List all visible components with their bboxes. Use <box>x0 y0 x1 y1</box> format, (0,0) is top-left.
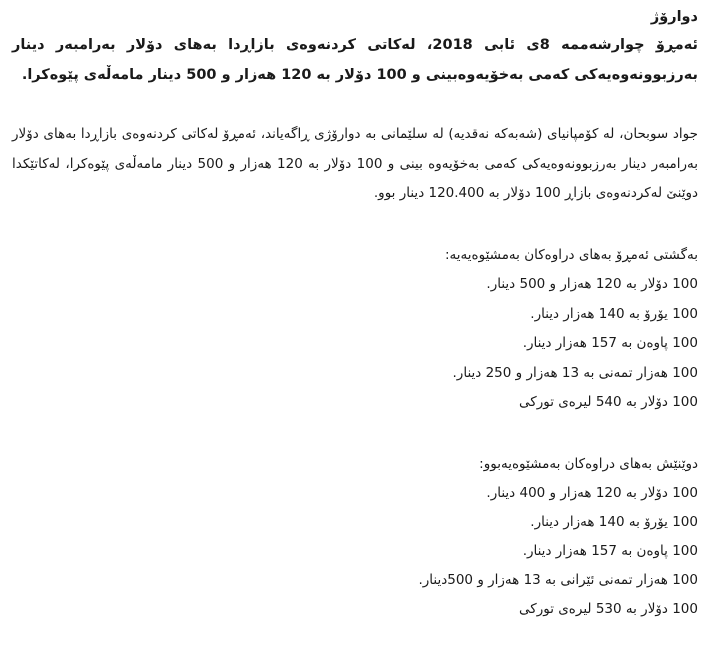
rate-item: 100 هەزار تمەنی ئێرانی بە 13 هەزار و 500دینار. <box>418 572 698 588</box>
article-body: جواد سوبحان، لە کۆمپانیای (شەبەکە نەقدیە) لە سلێمانی بە دوارۆژی ڕاگەیاند، ئەمڕۆ لەکاتی کردنەوەی بازاڕدا بەهای دۆلار بەرامبەر دینار بەرزبوونەوەیەکی کەمی بەخۆیەوە بینی و 100 دۆلار بە 120 هەزار و 500 دینار مامەڵەی پێوەکرا، لەکاتێکدا دوێنێ لەکردنەوەی بازاڕ 100 دۆلار بە 120.400 دینار بوو. <box>12 126 699 201</box>
yesterday-rates-list <box>12 479 698 624</box>
rate-item: 100 هەزار تمەنی بە 13 هەزار و 250 دینار. <box>452 364 698 381</box>
article-title: دوارۆژ <box>650 9 698 25</box>
rate-item: 100 دۆلار بە 530 لیرەی تورکی <box>519 601 698 617</box>
today-rates-heading: بەگشتی ئەمڕۆ بەهای دراوەکان بەمشێوەیەیە: <box>445 246 698 263</box>
today-rates-list <box>12 270 698 418</box>
rate-item: 100 پاوەن بە 157 هەزار دینار. <box>522 543 698 559</box>
rate-item: 100 یۆرۆ بە 140 هەزار دینار. <box>530 305 698 322</box>
rate-item: 100 دۆلار بە 120 هەزار و 400 دینار. <box>486 485 698 501</box>
rate-item: 100 دۆلار بە 540 لیرەی تورکی <box>519 394 698 410</box>
article-lead: ئەمڕۆ چوارشەممە 8ی ئابی 2018، لەکاتی کردنەوەی بازاڕدا بەهای دۆلار بەرامبەر دینار بەرزبوونەوەیەکی کەمی بەخۆیەوەبینی و 100 دۆلار بە 120 هەزار و 500 دینار مامەڵەی پێوەکرا. <box>12 37 698 83</box>
rate-item: 100 یۆرۆ بە 140 هەزار دینار. <box>530 514 698 530</box>
rate-item: 100 دۆلار بە 120 هەزار و 500 دینار. <box>486 276 698 292</box>
rate-item: 100 پاوەن بە 157 هەزار دینار. <box>522 335 698 351</box>
yesterday-rates-heading: دوێنێش بەهای دراوەکان بەمشێوەیەبوو: <box>479 455 698 472</box>
